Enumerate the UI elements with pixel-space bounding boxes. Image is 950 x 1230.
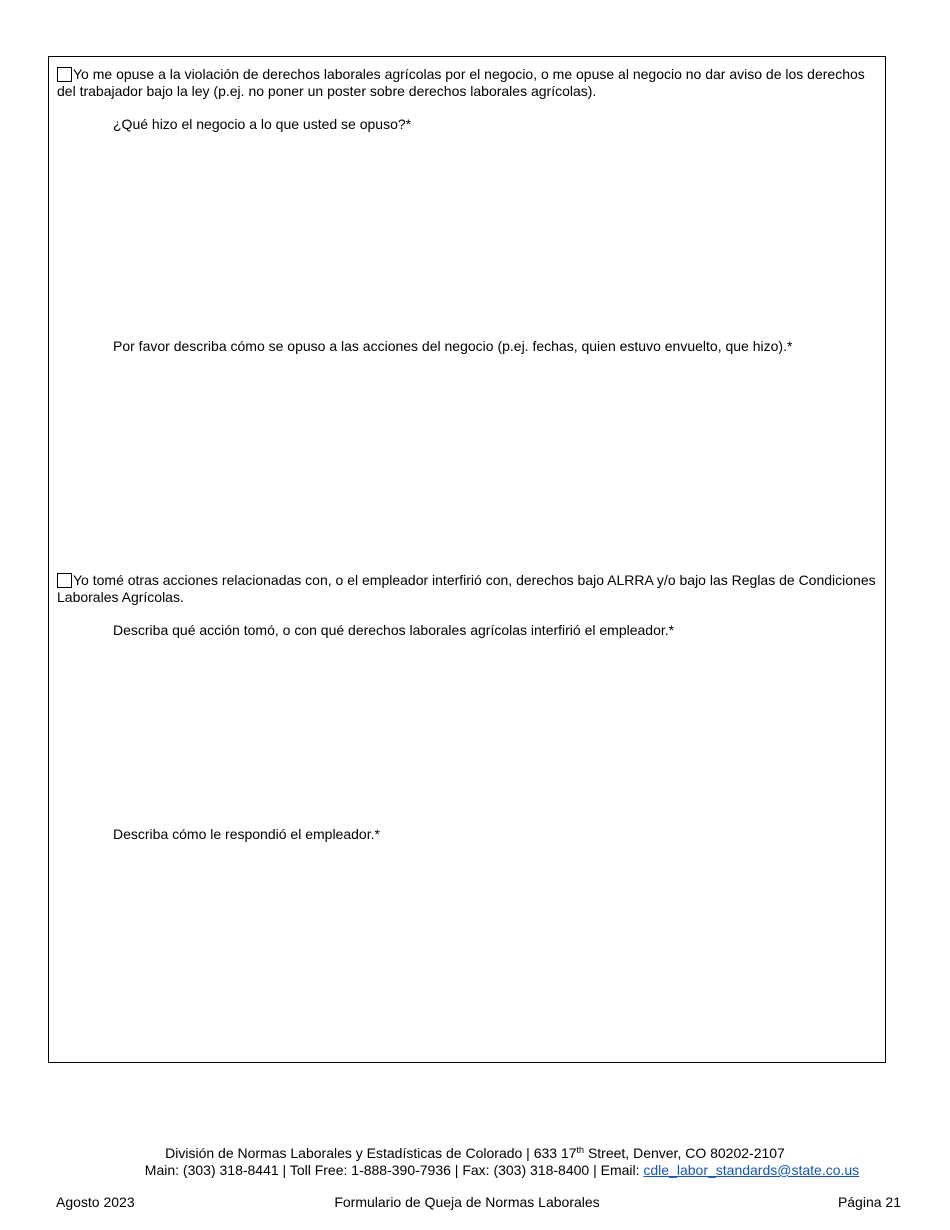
answer-what-did-business-do[interactable] (113, 138, 853, 328)
footer-address (0, 1145, 950, 1162)
footer-date: Agosto 2023 (56, 1194, 135, 1210)
answer-action-taken[interactable] (113, 644, 853, 824)
address-superscript: th (576, 1145, 585, 1155)
opposed-violation-checkbox[interactable] (57, 67, 72, 82)
question-what-did-business-do: ¿Qué hizo el negocio a lo que usted se opuso?* (113, 116, 412, 132)
address-text-end: Street, Denver, CO 80202-2107 (584, 1145, 785, 1161)
answer-employer-response[interactable] (113, 848, 853, 1048)
footer-page-number: Página 21 (837, 1194, 901, 1210)
question-how-opposed: Por favor describa cómo se opuso a las acciones del negocio (p.ej. fechas, quien estuvo envuelto, que hizo).* (113, 338, 793, 354)
footer-contact (0, 1162, 950, 1179)
section-opposed-violation (57, 66, 877, 354)
section-intro (57, 572, 877, 606)
other-actions-checkbox[interactable] (57, 573, 72, 588)
footer-form-title: Formulario de Queja de Normas Laborales (334, 1194, 600, 1210)
section-other-actions (57, 572, 877, 842)
email-link[interactable]: cdle_labor_standards@state.co.us (643, 1162, 860, 1178)
question-action-taken: Describa qué acción tomó, o con qué derechos laborales agrícolas interfirió el empleador.* (113, 622, 675, 638)
complaint-form-box (48, 56, 886, 1063)
answer-how-opposed[interactable] (113, 360, 853, 550)
intro-text: Yo me opuse a la violación de derechos laborales agrícolas por el negocio, o me opuse al negocio no dar aviso de los derechos del trabajador bajo la ley (p.ej. no poner un poster sobre derechos laborales agrícolas). (57, 66, 865, 99)
intro-text: Yo tomé otras acciones relacionadas con, o el empleador interfirió con, derechos bajo ALRRA y/o bajo las Reglas de Condiciones Laborales Agrícolas. (57, 572, 876, 605)
section-intro (57, 66, 877, 100)
question-employer-response: Describa cómo le respondió el empleador.* (113, 826, 380, 842)
address-text: División de Normas Laborales y Estadísticas de Colorado | 633 17 (165, 1145, 577, 1161)
contact-text: Main: (303) 318-8441 | Toll Free: 1-888-390-7936 | Fax: (303) 318-8400 | Email: (144, 1162, 644, 1178)
